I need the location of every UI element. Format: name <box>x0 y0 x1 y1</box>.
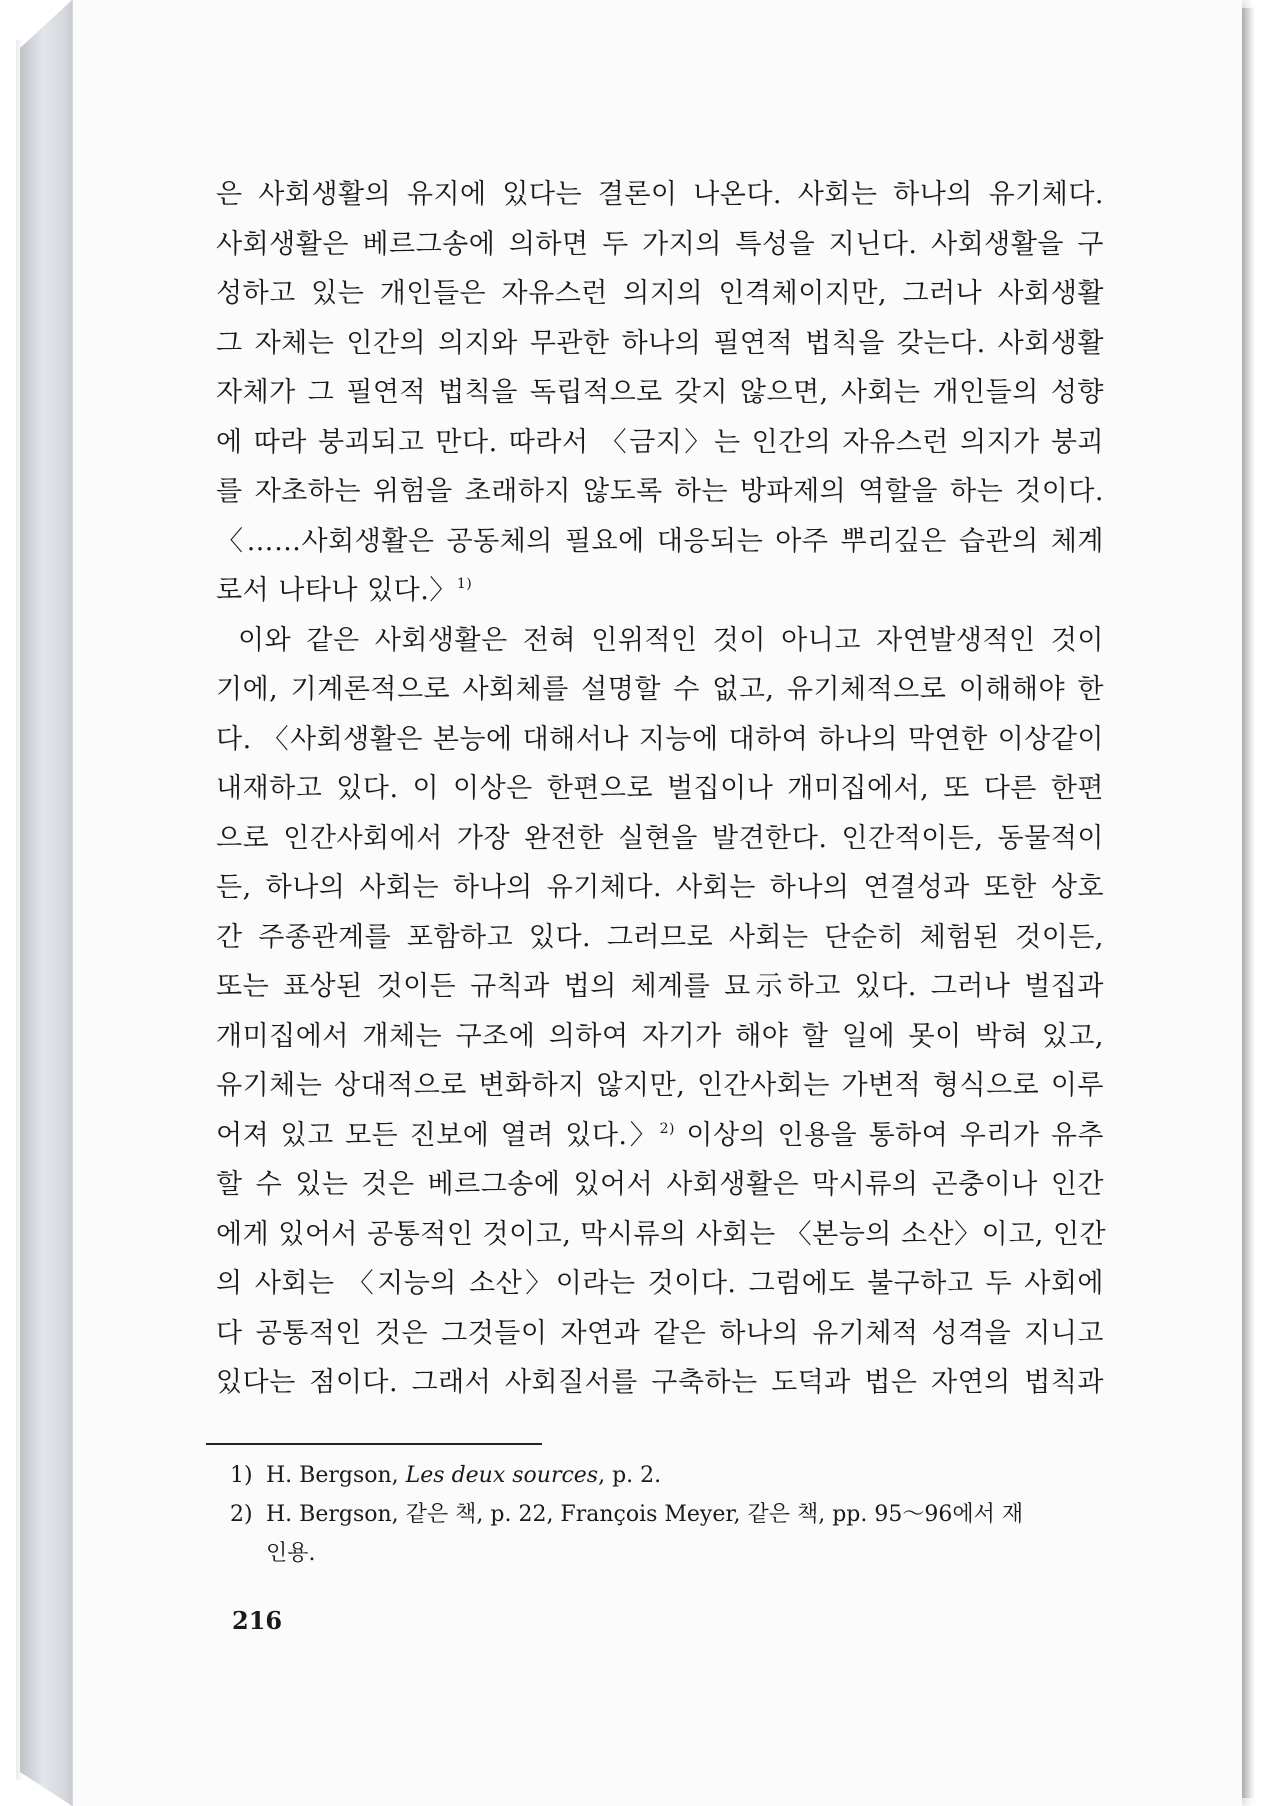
text-line: 든, 하나의 사회는 하나의 유기체다. 사회는 하나의 연결성과 또한 상호 <box>216 872 1104 903</box>
text-line: 있다는 점이다. 그래서 사회질서를 구축하는 도덕과 법은 자연의 법칙과 <box>216 1367 1104 1398</box>
text-line: 사회생활은 베르그송에 의하면 두 가지의 특성을 지닌다. 사회생활을 구 <box>216 228 1104 260</box>
footnote-title: Les deux sources <box>405 1463 599 1488</box>
footnote-pages: , p. 2. <box>598 1463 662 1488</box>
footnote-text: H. Bergson, 같은 책, p. 22, François Meyer, 같은 책, pp. 95～96에서 재 <box>266 1502 1024 1527</box>
text-line: 그 자체는 인간의 의지와 무관한 하나의 필연적 법칙을 갖는다. 사회생활 <box>216 327 1104 359</box>
footnote-number: 2) <box>230 1502 253 1527</box>
text-line: 으로 인간사회에서 가장 완전한 실현을 발견한다. 인간적이든, 동물적이 <box>216 822 1104 854</box>
text-line: 할 수 있는 것은 베르그송에 있어서 사회생활은 막시류의 곤충이나 인간 <box>216 1169 1104 1200</box>
text-span: 로서 나타나 있다.〉 <box>216 575 457 606</box>
footnote-text <box>266 1456 1100 1495</box>
text-line: 내재하고 있다. 이 이상은 한편으로 벌집이나 개미집에서, 또 다른 한편 <box>216 773 1104 804</box>
text-line <box>216 566 1104 616</box>
text-line: 다 공통적인 것은 그것들이 자연과 같은 하나의 유기체적 성격을 지니고 <box>216 1317 1104 1349</box>
text-line: 에게 있어서 공통적인 것이고, 막시류의 사회는 〈본능의 소산〉이고, 인간 <box>216 1218 1107 1250</box>
text-line: 의 사회는 〈지능의 소산〉이라는 것이다. 그럼에도 불구하고 두 사회에 <box>216 1268 1104 1299</box>
footnotes <box>230 1456 1100 1573</box>
book-spine <box>20 0 72 1806</box>
text-line <box>216 1111 1104 1161</box>
text-line: 다. 〈사회생활은 본능에 대해서나 지능에 대하여 하나의 막연한 이상같이 <box>216 723 1104 755</box>
footnote-author: H. Bergson, <box>266 1463 406 1488</box>
footnote-ref[interactable]: 1) <box>456 576 473 592</box>
text-line: 에 따라 붕괴되고 만다. 따라서 〈금지〉는 인간의 자유스런 의지가 붕괴 <box>216 426 1104 458</box>
body-text <box>216 170 1107 1408</box>
text-span: 이상의 인용을 통하여 우리가 유추 <box>674 1119 1105 1151</box>
footnote-item <box>230 1456 1100 1495</box>
text-line: 또는 표상된 것이든 규칙과 법의 체계를 묘示하고 있다. 그러나 벌집과 <box>216 971 1104 1002</box>
footnote-ref[interactable]: 2) <box>659 1120 675 1137</box>
text-line: 를 자초하는 위험을 초래하지 않도록 하는 방파제의 역할을 하는 것이다. <box>216 476 1104 507</box>
page-number: 216 <box>232 1606 283 1635</box>
footnote-number: 1) <box>230 1463 253 1488</box>
text-line: 자체가 그 필연적 법칙을 독립적으로 갖지 않으면, 사회는 개인들의 성향 <box>216 377 1104 408</box>
page-edge-shadow <box>1242 8 1254 1798</box>
footnote-continuation: 인용. <box>266 1541 316 1566</box>
text-line: 개미집에서 개체는 구조에 의하여 자기가 해야 할 일에 못이 박혀 있고, <box>216 1020 1104 1052</box>
text-line: 은 사회생활의 유지에 있다는 결론이 나온다. 사회는 하나의 유기체다. <box>216 179 1104 210</box>
footnote-divider <box>206 1443 542 1445</box>
text-line: 성하고 있는 개인들은 자유스런 의지의 인격체이지만, 그러나 사회생활 <box>216 278 1104 309</box>
text-line: 간 주종관계를 포함하고 있다. 그러므로 사회는 단순히 체험된 것이든, <box>216 921 1104 953</box>
text-line: 〈……사회생활은 공동체의 필요에 대응되는 아주 뿌리깊은 습관의 체계 <box>216 525 1104 557</box>
footnote-item <box>230 1495 1100 1534</box>
text-line: 기에, 기계론적으로 사회체를 설명할 수 없고, 유기체적으로 이해해야 한 <box>216 674 1104 705</box>
text-span: 어져 있고 모든 진보에 열려 있다.〉 <box>216 1119 660 1151</box>
text-line: 이와 같은 사회생활은 전혀 인위적인 것이 아니고 자연발생적인 것이 <box>238 624 1104 656</box>
text-line: 유기체는 상대적으로 변화하지 않지만, 인간사회는 가변적 형식으로 이루 <box>216 1070 1104 1101</box>
